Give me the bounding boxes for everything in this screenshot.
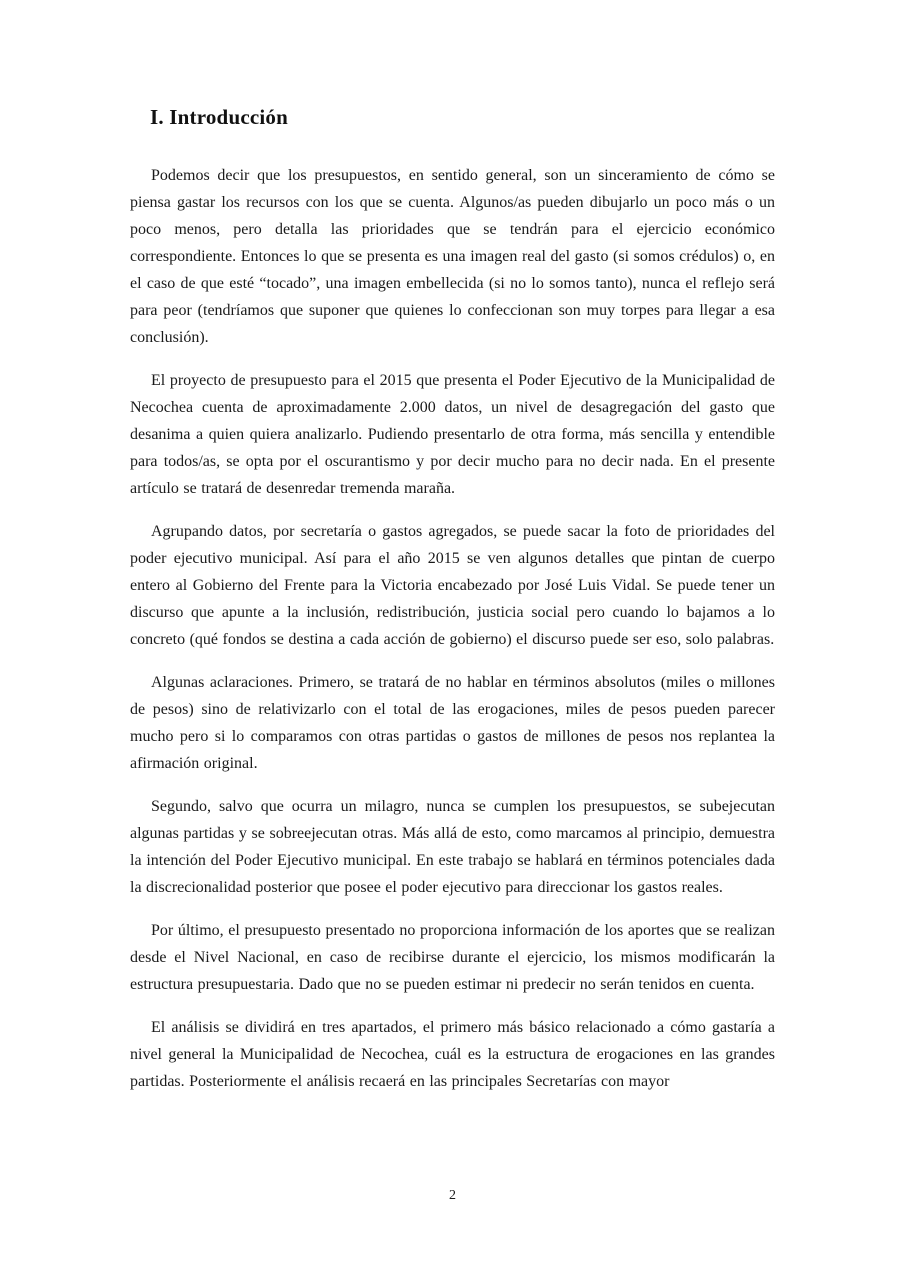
paragraph-6: Por último, el presupuesto presentado no proporciona información de los aportes que se realizan desde el Nivel Nacional, en caso de recibirse durante el ejercicio, los mismos modificarán la estructura presupuestaria. Dado que no se pueden estimar ni predecir no serán tenidos en cuenta. [130,922,775,993]
paragraph-7: El análisis se dividirá en tres apartados, el primero más básico relacionado a cómo gastaría a nivel general la Municipalidad de Necochea, cuál es la estructura de erogaciones en las grandes partidas. Posteriormente el análisis recaerá en las principales Secretarías con mayor [130,1019,775,1090]
page-content [130,0,775,1111]
paragraph-1: Podemos decir que los presupuestos, en sentido general, son un sinceramiento de cómo se piensa gastar los recursos con los que se cuenta. Algunos/as pueden dibujarlo un poco más o un poco menos, pero detalla las prioridades que se tendrán para el ejercicio económico correspondiente. Entonces lo que se presenta es una imagen real del gasto (si somos crédulos) o, en el caso de que esté “tocado”, una imagen embellecida (si no lo somos tanto), nunca el reflejo será para peor (tendríamos que suponer que quienes lo confeccionan son muy torpes para llegar a esa conclusión). [130,167,775,346]
paragraph-2: El proyecto de presupuesto para el 2015 que presenta el Poder Ejecutivo de la Municipalidad de Necochea cuenta de aproximadamente 2.000 datos, un nivel de desagregación del gasto que desanima a quien quiera analizarlo. Pudiendo presentarlo de otra forma, más sencilla y entendible para todos/as, se opta por el oscurantismo y por decir mucho para no decir nada. En el presente artículo se tratará de desenredar tremenda maraña. [130,372,775,497]
paragraph-4: Algunas aclaraciones. Primero, se tratará de no hablar en términos absolutos (miles o millones de pesos) sino de relativizarlo con el total de las erogaciones, miles de pesos pueden parecer mucho pero si lo comparamos con otras partidas o gastos de millones de pesos nos replantea la afirmación original. [130,674,775,772]
paragraph-3: Agrupando datos, por secretaría o gastos agregados, se puede sacar la foto de prioridades del poder ejecutivo municipal. Así para el año 2015 se ven algunos detalles que pintan de cuerpo entero al Gobierno del Frente para la Victoria encabezado por José Luis Vidal. Se puede tener un discurso que apunte a la inclusión, redistribución, justicia social pero cuando lo bajamos a lo concreto (qué fondos se destina a cada acción de gobierno) el discurso puede ser eso, solo palabras. [130,523,775,648]
body-text [130,162,775,1095]
paragraph-5: Segundo, salvo que ocurra un milagro, nunca se cumplen los presupuestos, se subejecutan algunas partidas y se sobreejecutan otras. Más allá de esto, como marcamos al principio, demuestra la intención del Poder Ejecutivo municipal. En este trabajo se hablará en términos potenciales dada la discrecionalidad posterior que posee el poder ejecutivo para direccionar los gastos reales. [130,798,775,896]
section-heading: I. Introducción [150,105,288,129]
page-number: 2 [449,1188,456,1203]
